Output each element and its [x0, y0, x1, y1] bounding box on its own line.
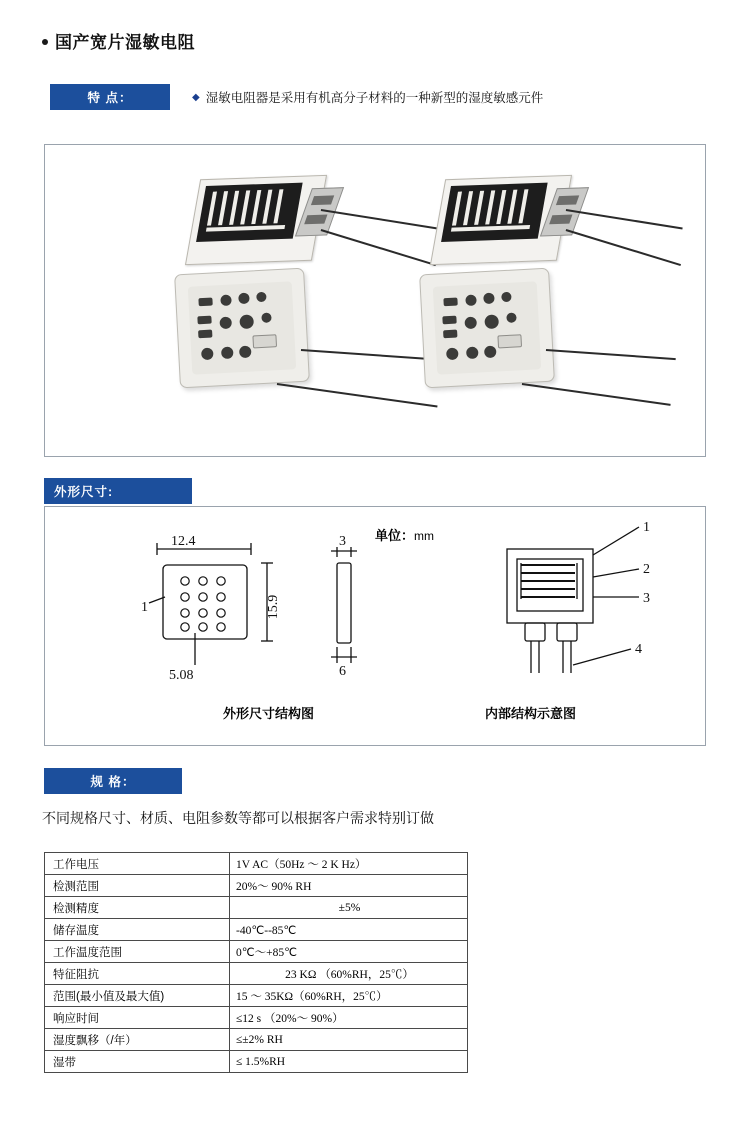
spec-key: 湿度飘移（/年） [45, 1029, 230, 1051]
sensor-package-left [174, 268, 310, 389]
spec-key: 储存温度 [45, 919, 230, 941]
feature-description-text: 湿敏电阻器是采用有机高分子材料的一种新型的湿度敏感元件 [205, 91, 544, 105]
spec-key: 特征阻抗 [45, 963, 230, 985]
callout-right-4: 4 [635, 642, 642, 657]
product-photo-right [400, 167, 700, 427]
table-row [45, 875, 468, 897]
dim-height-text: 15.9 [266, 594, 281, 620]
spec-table [44, 852, 468, 1073]
spec-section-label [44, 768, 182, 794]
table-row [45, 963, 468, 985]
table-row [45, 853, 468, 875]
callout-right-3: 3 [643, 591, 650, 606]
spec-key: 工作温度范围 [45, 941, 230, 963]
page-title [42, 28, 195, 53]
lead-wire [522, 383, 671, 405]
spec-value: ≤±2% RH [230, 1029, 468, 1051]
table-row [45, 941, 468, 963]
sensor-package-face-right [433, 281, 541, 374]
lead-wire [566, 209, 683, 229]
sensor-comb-electrode-left [206, 189, 292, 232]
table-row [45, 1007, 468, 1029]
spec-value: 23 KΩ （60%RH，25℃） [230, 963, 468, 985]
spec-value: 20%～ 90% RH [230, 875, 468, 897]
table-row [45, 919, 468, 941]
sensor-package-right [419, 268, 555, 389]
spec-value: 0℃～+85℃ [230, 941, 468, 963]
table-row [45, 985, 468, 1007]
dimension-caption-left: 外形尺寸结构图 [223, 706, 315, 721]
callout-right-2: 2 [643, 562, 650, 577]
dimension-label-text: 外形尺寸: [44, 478, 192, 504]
dimension-drawing-box [44, 506, 706, 746]
dim-thickness-text: 3 [339, 534, 346, 549]
callout-right-1: 1 [643, 520, 650, 535]
unit-note: 单位：mm [375, 528, 435, 543]
sensor-film-substrate-left [196, 183, 303, 242]
spec-value: 15 ～ 35KΩ（60%RH，25℃） [230, 985, 468, 1007]
spec-key: 范围(最小值及最大值) [45, 985, 230, 1007]
feature-section [50, 84, 710, 110]
bullet-icon [42, 39, 48, 45]
product-photo-box [44, 144, 706, 457]
lead-wire [546, 349, 676, 360]
spec-value: ≤ 1.5%RH [230, 1051, 468, 1073]
page-title-text: 国产宽片湿敏电阻 [55, 33, 195, 52]
sensor-film-right [430, 175, 572, 265]
dimension-caption-right: 内部结构示意图 [485, 706, 577, 721]
sensor-package-face-left [188, 281, 296, 374]
spec-note: 不同规格尺寸、材质、电阻参数等都可以根据客户需求特别订做 [42, 810, 434, 826]
sensor-film-substrate-right [441, 183, 548, 242]
dim-lead-text: 6 [339, 664, 346, 679]
diamond-icon: ◆ [192, 91, 200, 103]
dimension-section-label [44, 478, 182, 504]
table-row [45, 1051, 468, 1073]
table-row [45, 897, 468, 919]
dim-pitch-text: 5.08 [169, 668, 194, 683]
spec-key: 工作电压 [45, 853, 230, 875]
sensor-film-left [185, 175, 327, 265]
spec-value: ≤12 s （20%～ 90%） [230, 1007, 468, 1029]
dim-width-text: 12.4 [171, 534, 196, 549]
sensor-comb-electrode-right [451, 189, 537, 232]
spec-key: 检测精度 [45, 897, 230, 919]
spec-value: 1V AC（50Hz ～ 2 K Hz） [230, 853, 468, 875]
callout-left-1: 1 [141, 600, 148, 615]
spec-label-text: 规 格： [44, 768, 182, 794]
feature-description [192, 88, 543, 106]
lead-wire [566, 229, 681, 266]
spec-value: ±5% [230, 897, 468, 919]
spec-key: 湿带 [45, 1051, 230, 1073]
spec-key: 检测范围 [45, 875, 230, 897]
spec-value: -40℃--85℃ [230, 919, 468, 941]
feature-label: 特 点： [50, 84, 170, 110]
table-row [45, 1029, 468, 1051]
spec-key: 响应时间 [45, 1007, 230, 1029]
